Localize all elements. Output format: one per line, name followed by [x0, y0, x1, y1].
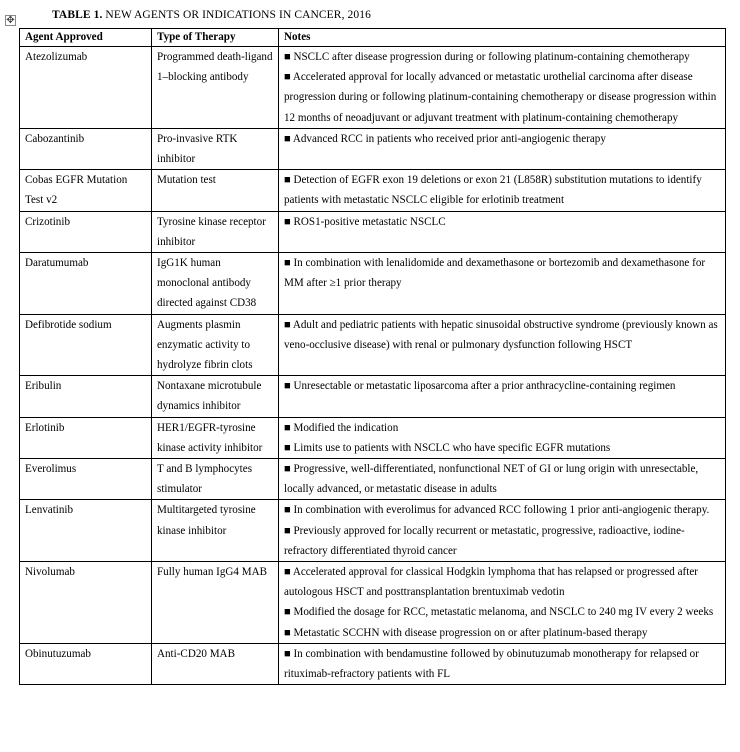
- note-text: NSCLC after disease progression during or following platinum-containing chemotherapy: [293, 51, 690, 63]
- table-row: [20, 459, 726, 500]
- therapy-cell: Mutation test: [152, 170, 279, 211]
- table-row: [20, 211, 726, 252]
- bullet-icon: ■: [284, 380, 291, 393]
- bullet-icon: ■: [284, 132, 291, 145]
- agent-cell: Lenvatinib: [20, 500, 152, 562]
- therapy-cell: Tyrosine kinase receptor inhibitor: [152, 211, 279, 252]
- bullet-icon: ■: [284, 215, 291, 228]
- bullet-icon: ■: [284, 71, 291, 84]
- note-item: [284, 521, 720, 561]
- agent-cell: Everolimus: [20, 459, 152, 500]
- bullet-icon: ■: [284, 566, 291, 579]
- therapy-cell: Augments plasmin enzymatic activity to hydrolyze fibrin clots: [152, 314, 279, 376]
- notes-cell: [279, 314, 726, 376]
- bullet-icon: ■: [284, 51, 291, 63]
- agent-cell: Cobas EGFR Mutation Test v2: [20, 170, 152, 211]
- note-item: [284, 438, 720, 458]
- bullet-icon: ■: [284, 606, 291, 619]
- note-item: [284, 623, 720, 643]
- agent-cell: Obinutuzumab: [20, 643, 152, 684]
- agent-cell: Daratumumab: [20, 253, 152, 315]
- agent-cell: Nivolumab: [20, 562, 152, 644]
- note-text: ROS1-positive metastatic NSCLC: [293, 215, 446, 228]
- note-text: Accelerated approval for locally advanced or metastatic urothelial carcinoma after disease progression during or following platinum-containing chemotherapy or disease progression within 12 months of neoadjuvant or adjuvant treatment with platinum-containing chemotherapy: [284, 71, 717, 124]
- table-row: [20, 643, 726, 684]
- note-text: Advanced RCC in patients who received prior anti-angiogenic therapy: [292, 132, 606, 145]
- table-row: [20, 562, 726, 644]
- table-title-text: NEW AGENTS OR INDICATIONS IN CANCER, 2016: [102, 9, 371, 21]
- notes-cell: [279, 128, 726, 169]
- agent-cell: Defibrotide sodium: [20, 314, 152, 376]
- therapy-cell: HER1/EGFR-tyrosine kinase activity inhibitor: [152, 417, 279, 458]
- bullet-icon: ■: [284, 626, 291, 639]
- notes-cell: [279, 643, 726, 684]
- bullet-icon: ■: [284, 524, 291, 537]
- note-text: Modified the dosage for RCC, metastatic melanoma, and NSCLC to 240 mg IV every 2 weeks: [293, 606, 714, 619]
- note-item: [284, 602, 720, 622]
- notes-cell: [279, 211, 726, 252]
- notes-cell: [279, 417, 726, 458]
- note-text: Previously approved for locally recurrent or metastatic, progressive, radioactive, iodine-refractory differentiated thyroid cancer: [284, 524, 685, 557]
- note-text: In combination with bendamustine followed by obinutuzumab monotherapy for relapsed or rituximab-refractory patients with FL: [284, 647, 699, 681]
- note-text: In combination with lenalidomide and dexamethasone or bortezomib and dexamethasone for MM after ≥1 prior therapy: [284, 257, 706, 290]
- note-text: Detection of EGFR exon 19 deletions or exon 21 (L858R) substitution mutations to identify patients with metastatic NSCLC eligible for erlotinib treatment: [284, 174, 702, 207]
- note-item: [284, 129, 720, 149]
- bullet-icon: ■: [284, 647, 291, 660]
- therapy-cell: Anti-CD20 MAB: [152, 643, 279, 684]
- table-row: [20, 500, 726, 562]
- header-notes: Notes: [279, 29, 726, 47]
- note-item: [284, 212, 720, 232]
- agent-cell: Erlotinib: [20, 417, 152, 458]
- therapy-cell: Pro-invasive RTK inhibitor: [152, 128, 279, 169]
- notes-cell: [279, 376, 726, 417]
- note-text: In combination with everolimus for advanced RCC following 1 prior anti-angiogenic therapy.: [293, 504, 710, 517]
- bullet-icon: ■: [284, 441, 291, 454]
- note-text: Progressive, well-differentiated, nonfunctional NET of GI or lung origin with unresectable, locally advanced, or metastatic disease in adults: [284, 463, 699, 496]
- header-row: [20, 29, 726, 47]
- note-item: [284, 500, 720, 520]
- table-row: [20, 47, 726, 129]
- agent-cell: Cabozantinib: [20, 128, 152, 169]
- table-row: [20, 314, 726, 376]
- note-item: [284, 47, 720, 67]
- therapy-cell: Multitargeted tyrosine kinase inhibitor: [152, 500, 279, 562]
- notes-cell: [279, 500, 726, 562]
- note-item: [284, 253, 720, 293]
- bullet-icon: ■: [284, 318, 291, 331]
- note-item: [284, 562, 720, 602]
- notes-cell: [279, 170, 726, 211]
- table-row: [20, 417, 726, 458]
- note-item: [284, 376, 720, 396]
- bullet-icon: ■: [284, 174, 291, 187]
- notes-cell: [279, 562, 726, 644]
- therapy-cell: IgG1K human monoclonal antibody directed against CD38: [152, 253, 279, 315]
- note-item: [284, 644, 720, 684]
- bullet-icon: ■: [284, 463, 291, 476]
- table-row: [20, 170, 726, 211]
- therapy-cell: Nontaxane microtubule dynamics inhibitor: [152, 376, 279, 417]
- bullet-icon: ■: [284, 257, 291, 270]
- table-label: TABLE 1.: [52, 9, 103, 21]
- note-item: [284, 315, 720, 355]
- note-text: Limits use to patients with NSCLC who have specific EGFR mutations: [293, 441, 611, 454]
- note-text: Modified the indication: [293, 421, 399, 434]
- therapy-cell: Fully human IgG4 MAB: [152, 562, 279, 644]
- note-text: Accelerated approval for classical Hodgkin lymphoma that has relapsed or progressed after autologous HSCT and posttransplantation brentuximab vedotin: [284, 566, 698, 599]
- note-text: Adult and pediatric patients with hepatic sinusoidal obstructive syndrome (previously known as veno-occlusive disease) with renal or pulmonary dysfunction following HSCT: [284, 318, 718, 351]
- notes-cell: [279, 47, 726, 129]
- table-row: [20, 128, 726, 169]
- note-text: Metastatic SCCHN with disease progression on or after platinum-based therapy: [293, 626, 648, 639]
- header-therapy: Type of Therapy: [152, 29, 279, 47]
- therapy-cell: T and B lymphocytes stimulator: [152, 459, 279, 500]
- bullet-icon: ■: [284, 504, 291, 517]
- note-text: Unresectable or metastatic liposarcoma after a prior anthracycline-containing regimen: [293, 380, 676, 393]
- table-move-handle-icon[interactable]: ✥: [6, 15, 15, 26]
- table-title: [52, 9, 371, 21]
- agents-table: [19, 28, 726, 685]
- note-item: [284, 418, 720, 438]
- note-item: [284, 67, 720, 128]
- note-item: [284, 459, 720, 499]
- agent-cell: Atezolizumab: [20, 47, 152, 129]
- notes-cell: [279, 253, 726, 315]
- header-agent: Agent Approved: [20, 29, 152, 47]
- agent-cell: Eribulin: [20, 376, 152, 417]
- note-item: [284, 170, 720, 210]
- table-row: [20, 376, 726, 417]
- agent-cell: Crizotinib: [20, 211, 152, 252]
- bullet-icon: ■: [284, 421, 291, 434]
- therapy-cell: Programmed death-ligand 1–blocking antibody: [152, 47, 279, 129]
- notes-cell: [279, 459, 726, 500]
- table-row: [20, 253, 726, 315]
